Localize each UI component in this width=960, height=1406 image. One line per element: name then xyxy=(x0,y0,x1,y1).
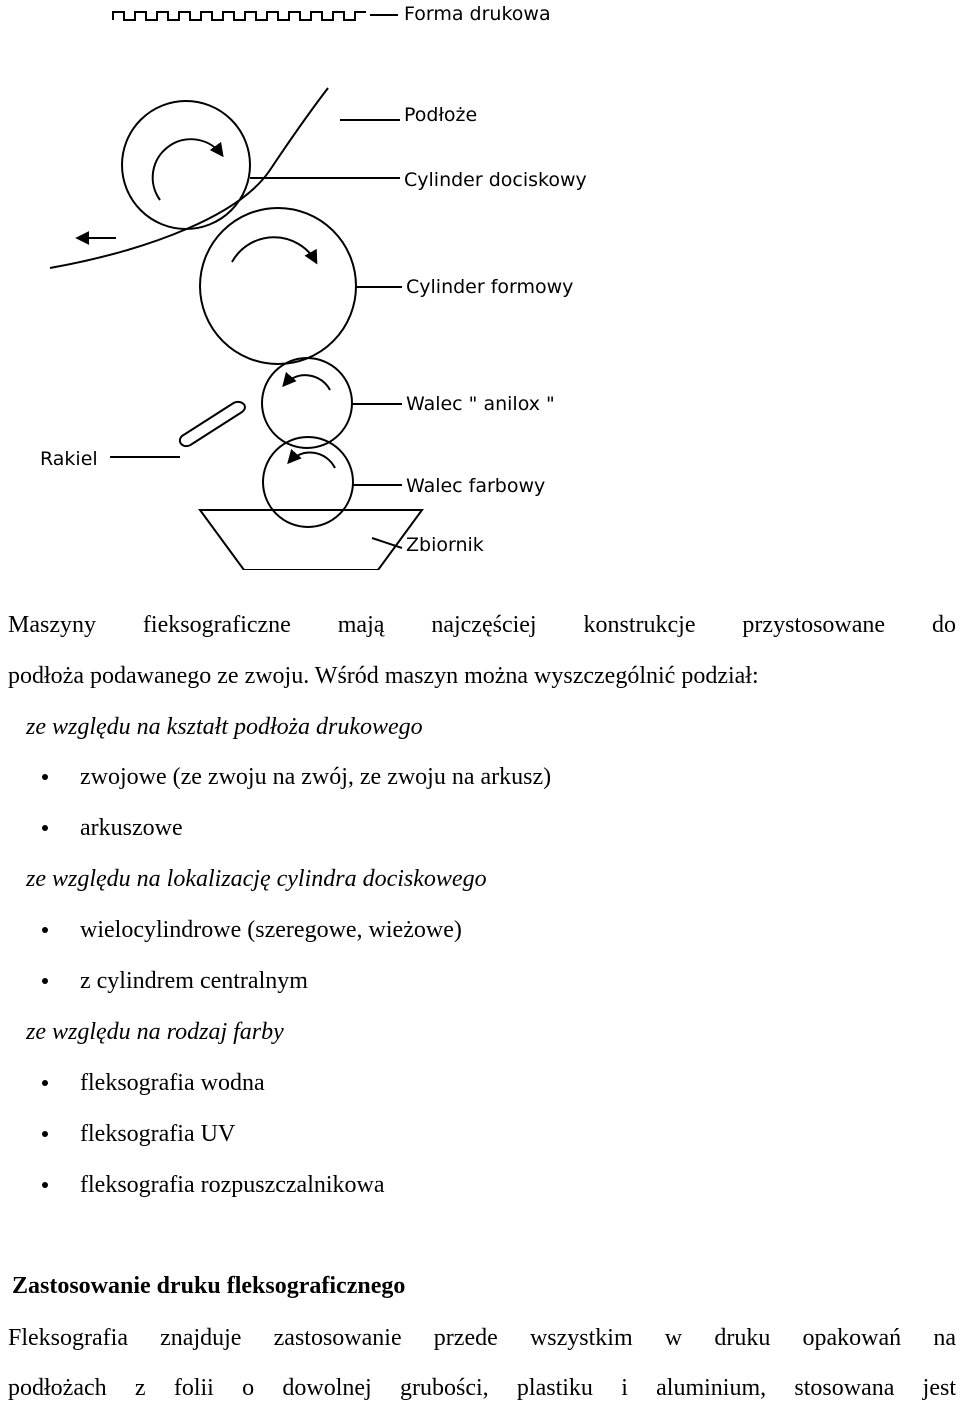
category-header: ze względu na kształt podłoża drukowego xyxy=(26,714,423,740)
section-title: Zastosowanie druku fleksograficznego xyxy=(12,1273,406,1299)
flexo-press-diagram xyxy=(0,0,960,570)
printing-plate xyxy=(113,12,366,20)
intro-line-2: podłoża podawanego ze zwoju. Wśród maszyn można wyszczególnić podział: xyxy=(8,663,759,689)
label-walec-farbowy: Walec farbowy xyxy=(406,475,546,497)
label-cylinder-dociskowy: Cylinder dociskowy xyxy=(404,169,587,191)
ink-roller xyxy=(263,437,353,527)
list-item: fleksografia wodna xyxy=(80,1070,265,1096)
section-line-1: Fleksografia znajduje zastosowanie przede wszystkim w druku opakowań na xyxy=(8,1325,956,1351)
bullet-icon xyxy=(42,978,48,984)
label-rakiel: Rakiel xyxy=(40,448,98,470)
bullet-icon xyxy=(42,927,48,933)
anilox-roller xyxy=(262,358,352,448)
list-item: fleksografia rozpuszczalnikowa xyxy=(80,1172,385,1198)
impression-cylinder xyxy=(122,101,250,229)
doctor-blade xyxy=(180,402,245,446)
ink-tank xyxy=(200,510,422,570)
label-cylinder-formowy: Cylinder formowy xyxy=(406,276,574,298)
category-header: ze względu na lokalizację cylindra dociskowego xyxy=(26,866,487,892)
label-walec-anilox: Walec " anilox " xyxy=(406,393,555,415)
list-item: z cylindrem centralnym xyxy=(80,968,308,994)
bullet-icon xyxy=(42,1182,48,1188)
list-item: wielocylindrowe (szeregowe, wieżowe) xyxy=(80,917,462,943)
label-podloze: Podłoże xyxy=(404,104,478,126)
intro-line-1: Maszyny fieksograficzne mają najczęściej konstrukcje przystosowane do xyxy=(8,612,956,638)
bullet-icon xyxy=(42,825,48,831)
section-line-2: podłożach z folii o dowolnej grubości, plastiku i aluminium, stosowana jest xyxy=(8,1375,956,1401)
plate-cylinder xyxy=(200,208,356,364)
list-item: arkuszowe xyxy=(80,815,183,841)
list-item: zwojowe (ze zwoju na zwój, ze zwoju na arkusz) xyxy=(80,764,552,790)
bullet-icon xyxy=(42,1131,48,1137)
list-item: fleksografia UV xyxy=(80,1121,236,1147)
bullet-icon xyxy=(42,1080,48,1086)
category-header: ze względu na rodzaj farby xyxy=(26,1019,284,1045)
bullet-icon xyxy=(42,774,48,780)
label-zbiornik: Zbiornik xyxy=(406,534,484,556)
label-forma-drukowa: Forma drukowa xyxy=(404,3,551,25)
